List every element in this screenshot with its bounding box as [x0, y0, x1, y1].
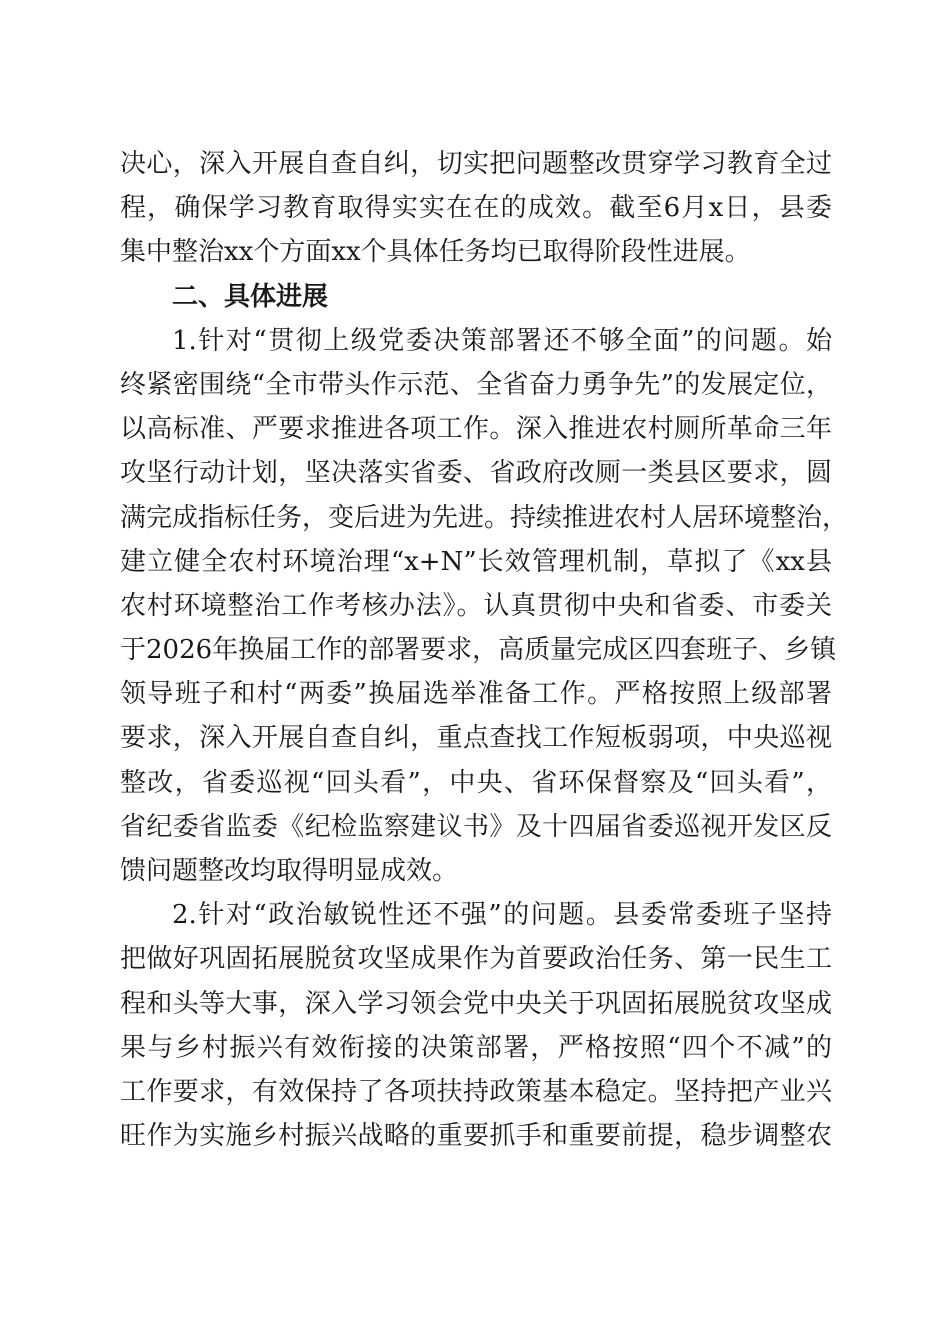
item1-line-11: 整改，省委巡视“回头看”，中央、省环保督察及“回头看”， — [120, 767, 832, 798]
intro-line-1: 决心，深入开展自查自纠，切实把问题整改贯穿学习教育全过 — [120, 149, 832, 179]
item1-line-13: 馈问题整改均取得明显成效。 — [120, 856, 459, 886]
item2-line-4: 果与乡村振兴有效衔接的决策部署，严格按照“四个不减”的 — [120, 1032, 832, 1063]
item1-line-2: 终紧密围绕“全市带头作示范、全省奋力勇争先”的发展定位， — [120, 369, 832, 400]
item1-line-12: 省纪委省监委《纪检监察建议书》及十四届省委巡视开发区反 — [120, 811, 832, 842]
item1-line-3: 以高标准、严要求推进各项工作。深入推进农村厕所革命三年 — [120, 414, 832, 445]
section-heading: 二、具体进展 — [172, 281, 329, 312]
document-body — [120, 142, 849, 1158]
item2-line-5: 工作要求，有效保持了各项扶持政策基本稳定。坚持把产业兴 — [120, 1076, 832, 1107]
item2-line-1: 2.针对“政治敏锐性还不强”的问题。县委常委班子坚持 — [172, 900, 832, 931]
item2-line-2: 把做好巩固拓展脱贫攻坚成果作为首要政治任务、第一民生工 — [120, 944, 832, 975]
item1-line-9: 领导班子和村“两委”换届选举准备工作。严格按照上级部署 — [120, 679, 832, 710]
intro-line-3: 集中整治xx个方面xx个具体任务均已取得阶段性进展。 — [120, 237, 751, 268]
item1-line-6: 建立健全农村环境治理“x+N”长效管理机制，草拟了《xx县 — [120, 546, 832, 577]
item1-line-5: 满完成指标任务，变后进为先进。持续推进农村人居环境整治， — [120, 502, 849, 533]
item1-line-8: 于2026年换届工作的部署要求，高质量完成区四套班子、乡镇 — [120, 635, 837, 666]
item1-line-10: 要求，深入开展自查自纠，重点查找工作短板弱项，中央巡视 — [120, 723, 832, 754]
intro-line-2: 程，确保学习教育取得实实在在的成效。截至6月x日，县委 — [120, 193, 832, 224]
item2-line-3: 程和头等大事，深入学习领会党中央关于巩固拓展脱贫攻坚成 — [120, 988, 832, 1019]
item1-line-4: 攻坚行动计划，坚决落实省委、省政府改厕一类县区要求，圆 — [120, 458, 832, 489]
item1-line-1: 1.针对“贯彻上级党委决策部署还不够全面”的问题。始 — [172, 325, 832, 356]
item1-line-7: 农村环境整治工作考核办法》。认真贯彻中央和省委、市委关 — [120, 590, 832, 621]
item2-line-6: 旺作为实施乡村振兴战略的重要抓手和重要前提，稳步调整农 — [120, 1121, 832, 1152]
